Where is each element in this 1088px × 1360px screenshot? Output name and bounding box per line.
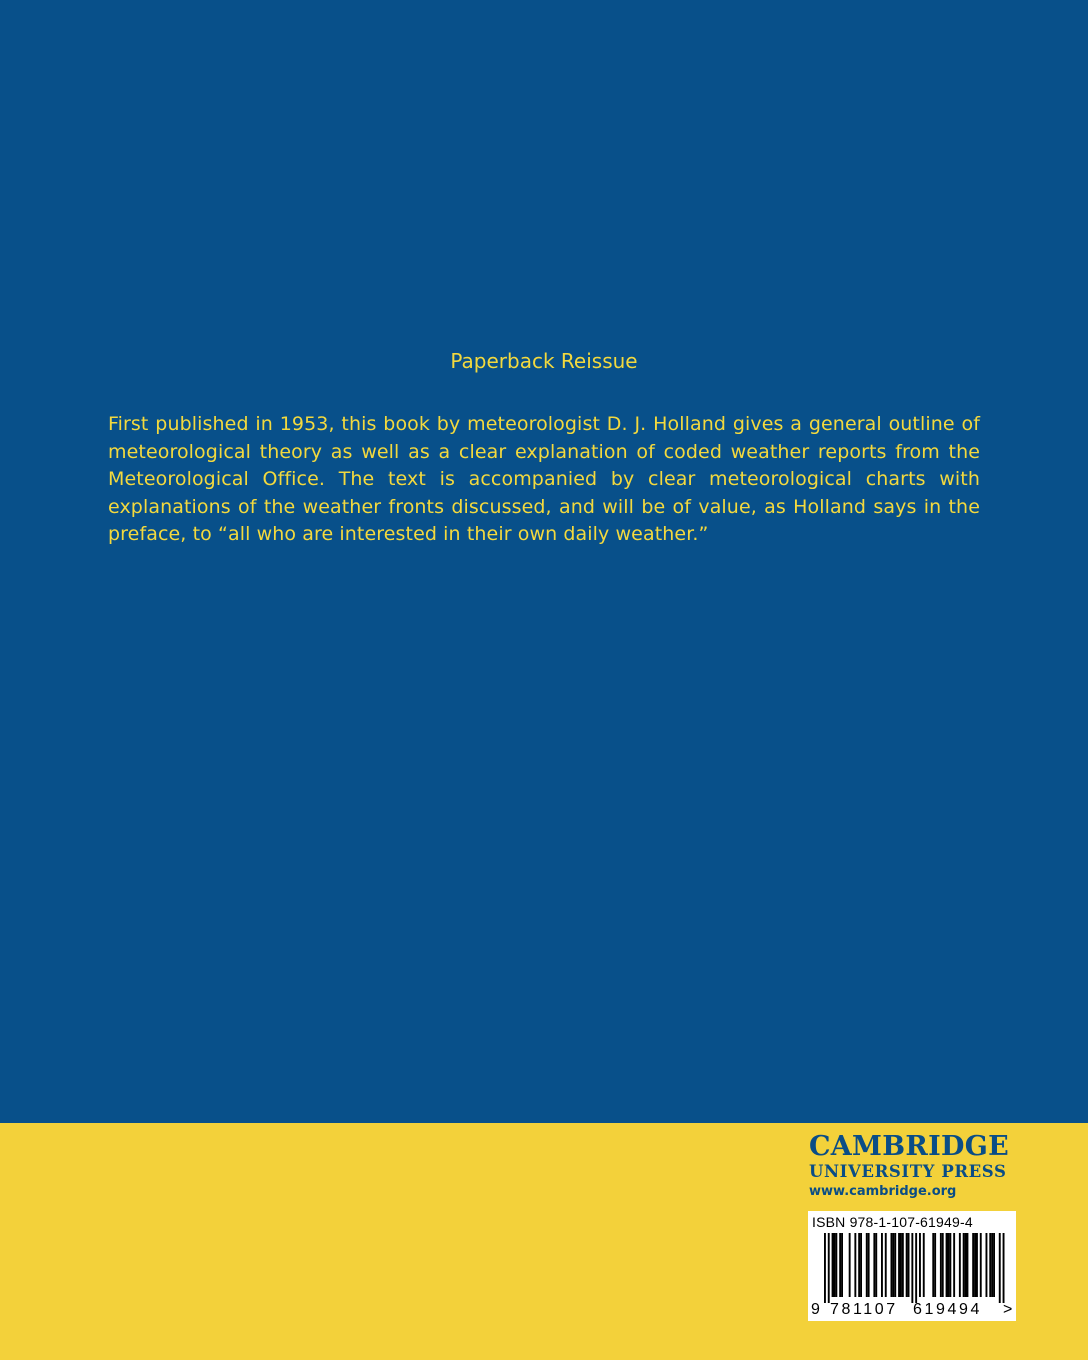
barcode-bar <box>934 1233 936 1297</box>
barcode-bar <box>991 1233 993 1297</box>
barcode-bar <box>885 1233 887 1297</box>
barcode-box <box>808 1211 1016 1321</box>
barcode-bar <box>898 1233 900 1297</box>
barcode-bar <box>942 1233 944 1297</box>
barcode-bar <box>974 1233 976 1297</box>
barcode-bar <box>948 1233 950 1297</box>
barcode-bar <box>965 1233 967 1297</box>
barcode-bar <box>963 1233 965 1297</box>
barcode-bar <box>953 1233 955 1297</box>
barcode-bar <box>900 1233 902 1297</box>
barcode-bar <box>980 1233 982 1297</box>
barcode-bar <box>993 1233 995 1297</box>
barcode-bar <box>946 1233 948 1297</box>
barcode-bar <box>915 1233 917 1303</box>
barcode-bar <box>881 1233 883 1297</box>
barcode-bar <box>999 1233 1001 1303</box>
barcode-bar <box>858 1233 860 1297</box>
publisher-subname: UNIVERSITY PRESS <box>809 1162 1007 1181</box>
barcode-bar <box>989 1233 991 1297</box>
barcode-bar <box>908 1233 910 1297</box>
barcode-bar <box>834 1233 836 1297</box>
edition-subtitle: Paperback Reissue <box>450 349 638 373</box>
publisher-url: www.cambridge.org <box>809 1184 957 1199</box>
barcode-bar <box>894 1233 896 1297</box>
barcode-bar <box>972 1233 974 1297</box>
barcode-bar <box>986 1233 988 1297</box>
barcode-bar <box>832 1233 834 1297</box>
barcode-bar <box>849 1233 851 1297</box>
barcode-bar <box>892 1233 894 1297</box>
barcode-lead-digit: 9 <box>811 1301 820 1318</box>
barcode-bar <box>906 1233 908 1297</box>
barcode-bar <box>873 1233 875 1297</box>
barcode-bar <box>891 1233 893 1297</box>
barcode-bar <box>868 1233 870 1297</box>
book-description: First published in 1953, this book by meteorologist D. J. Holland gives a general outline of meteorological theory as well as a clear explanation of coded weather reports from the Meteorological Office. The text is accompanied by clear meteorological charts with explanations of the weather fronts discussed, and will be of value, as Holland says in the preface, to “all who are interested in their own daily weather.” <box>108 413 980 545</box>
barcode-bar <box>923 1233 925 1297</box>
barcode-bar <box>866 1233 868 1297</box>
barcode-bar <box>976 1233 978 1297</box>
barcode-bar <box>959 1233 961 1297</box>
barcode-bar <box>1003 1233 1005 1303</box>
barcode-bar <box>839 1233 841 1297</box>
barcode-bars <box>808 1233 1016 1303</box>
barcode-right-digits: 619494 <box>913 1301 982 1318</box>
barcode-bar <box>902 1233 904 1297</box>
barcode-bar <box>932 1233 934 1297</box>
barcode-bar <box>940 1233 942 1297</box>
barcode-bar <box>835 1233 837 1297</box>
barcode-bar <box>841 1233 843 1297</box>
barcode-left-digits: 781107 <box>830 1301 898 1318</box>
isbn-label: ISBN 978-1-107-61949-4 <box>812 1214 973 1230</box>
barcode-digits <box>808 1300 1016 1320</box>
barcode-bar <box>911 1233 913 1303</box>
barcode-arrow: > <box>1003 1301 1013 1318</box>
barcode-bar <box>824 1233 826 1303</box>
barcode-bar <box>919 1233 921 1297</box>
publisher-name: CAMBRIDGE <box>809 1131 1009 1162</box>
barcode-bar <box>875 1233 877 1297</box>
barcode-bar <box>860 1233 862 1297</box>
barcode-bar <box>828 1233 830 1303</box>
barcode-bar <box>854 1233 856 1297</box>
barcode-bar <box>967 1233 969 1297</box>
barcode-bar <box>949 1233 951 1297</box>
publisher-block <box>809 1132 1017 1201</box>
